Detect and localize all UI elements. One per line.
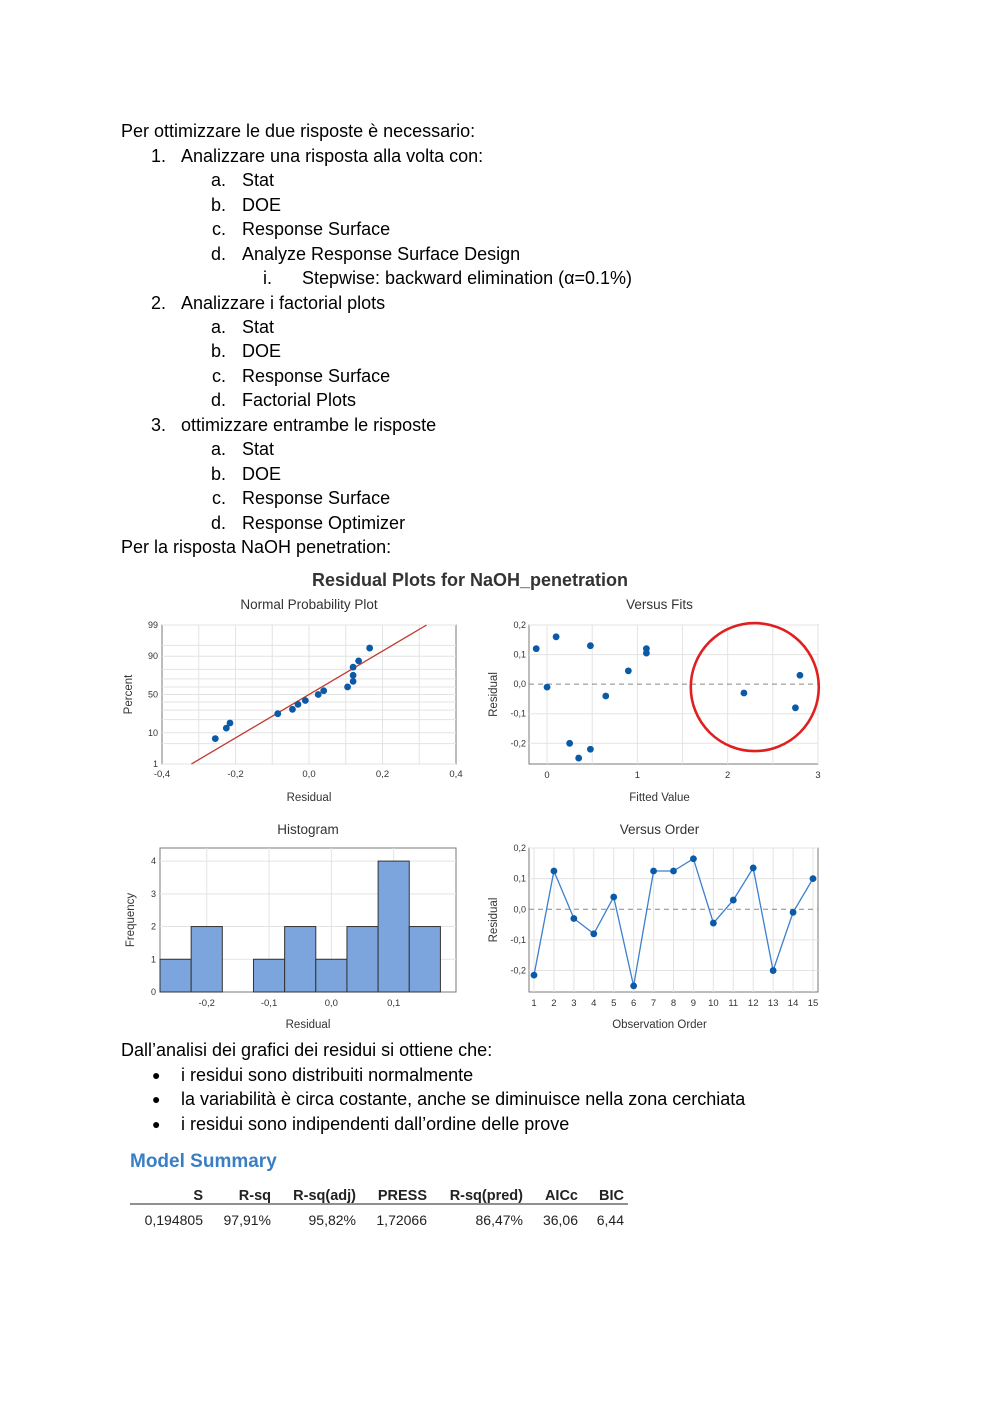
bullet-text: la variabilità è circa costante, anche se diminuisce nella zona cerchiata xyxy=(181,1089,746,1109)
x-tick-label: 2 xyxy=(725,770,731,781)
model-summary-table xyxy=(128,1148,638,1238)
model-summary-svg xyxy=(128,1148,638,1238)
panel-title: Versus Fits xyxy=(626,597,693,612)
x-tick-label: 5 xyxy=(611,998,617,1009)
sub-marker: c. xyxy=(211,219,226,239)
data-point xyxy=(670,868,677,875)
bullet-icon: ● xyxy=(152,1067,161,1083)
table-cell: 95,82% xyxy=(308,1212,356,1228)
step-text: Analizzare una risposta alla volta con: xyxy=(181,146,484,166)
data-point xyxy=(790,909,797,916)
bullet-icon: ● xyxy=(152,1116,161,1132)
table-cell: 97,91% xyxy=(223,1212,271,1228)
y-axis-label: Frequency xyxy=(125,892,137,948)
sub-item: Stat xyxy=(242,439,275,459)
table-cell: 6,44 xyxy=(596,1212,624,1228)
y-tick-label: 4 xyxy=(150,856,156,867)
y-tick-label: 0 xyxy=(150,987,156,997)
y-tick-label: 1 xyxy=(150,954,156,965)
x-tick-label: 0,4 xyxy=(449,769,463,780)
panel-title: Normal Probability Plot xyxy=(240,597,378,612)
y-tick-label: 0,0 xyxy=(513,679,526,690)
data-point xyxy=(690,855,697,862)
histogram-bar xyxy=(253,959,284,992)
sub-marker: a. xyxy=(210,317,226,337)
y-axis-label: Residual xyxy=(488,672,500,717)
data-point xyxy=(741,690,748,697)
data-point xyxy=(551,868,558,875)
sub-item: DOE xyxy=(242,341,282,361)
step-number: 1. xyxy=(150,146,166,166)
data-point xyxy=(730,897,737,904)
bullet-text: i residui sono indipendenti dall’ordine delle prove xyxy=(181,1114,570,1134)
bullet-text: i residui sono distribuiti normalmente xyxy=(181,1065,474,1085)
y-tick-label: 0,2 xyxy=(513,843,526,853)
analysis-intro: Dall’analisi dei grafici dei residui si ottiene che: xyxy=(121,1040,493,1060)
residual-plots-svg xyxy=(120,562,830,1036)
sub-item: Analyze Response Surface Design xyxy=(242,244,521,264)
sub-marker: c. xyxy=(211,366,226,386)
histogram-bar xyxy=(191,927,222,992)
y-tick-label: 50 xyxy=(147,689,158,700)
sub-item: Response Optimizer xyxy=(242,513,406,533)
x-tick-label: 1 xyxy=(634,770,641,781)
x-tick-label: 14 xyxy=(787,998,799,1009)
y-tick-label: 0,1 xyxy=(513,649,526,660)
data-point xyxy=(544,684,551,691)
col-header: R-sq(pred) xyxy=(449,1188,523,1204)
data-point xyxy=(355,657,362,664)
step-number: 2. xyxy=(150,293,166,313)
intro-text: Per ottimizzare le due risposte è necessario: xyxy=(121,121,476,141)
sub-marker: c. xyxy=(211,488,226,508)
panel-title: Histogram xyxy=(277,822,339,837)
y-tick-label: 3 xyxy=(150,888,156,899)
col-header: PRESS xyxy=(377,1188,427,1204)
y-tick-label: 0,1 xyxy=(513,873,526,884)
y-tick-label: 2 xyxy=(150,921,156,932)
step-text: ottimizzare entrambe le risposte xyxy=(181,415,437,435)
data-point xyxy=(575,755,582,762)
x-tick-label: 13 xyxy=(767,998,779,1009)
x-tick-label: 3 xyxy=(571,998,577,1009)
x-tick-label: -0,1 xyxy=(260,998,278,1009)
table-cell: 86,47% xyxy=(475,1212,523,1228)
data-point xyxy=(227,720,234,727)
y-tick-label: 0,0 xyxy=(513,904,526,915)
x-tick-label: 7 xyxy=(650,998,657,1009)
data-point xyxy=(625,667,632,674)
data-point xyxy=(750,865,757,872)
col-header: S xyxy=(193,1188,203,1204)
sub-marker: b. xyxy=(210,464,226,484)
data-point xyxy=(533,645,540,652)
table-cell: 36,06 xyxy=(542,1212,578,1228)
data-point xyxy=(366,645,373,652)
x-tick-label: 0,0 xyxy=(302,769,316,780)
model-summary-title: Model Summary xyxy=(130,1151,277,1172)
y-tick-label: -0,1 xyxy=(510,934,526,945)
x-tick-label: -0,2 xyxy=(198,998,215,1009)
col-header: R-sq(adj) xyxy=(293,1188,356,1204)
bullet-icon: ● xyxy=(152,1091,161,1107)
y-tick-label: -0,2 xyxy=(510,738,526,749)
data-point xyxy=(302,697,309,704)
x-axis-label: Fitted Value xyxy=(629,792,690,804)
histogram-bar xyxy=(285,927,316,992)
data-point xyxy=(650,868,657,875)
x-axis-label: Residual xyxy=(285,1019,331,1031)
x-tick-label: 0,2 xyxy=(375,769,390,780)
sub-item: Stat xyxy=(242,317,275,337)
subsub-marker: i. xyxy=(263,268,272,288)
x-tick-label: -0,4 xyxy=(153,769,171,780)
data-point xyxy=(531,972,538,979)
x-tick-label: 15 xyxy=(807,998,819,1009)
y-tick-label: 10 xyxy=(147,727,158,738)
sub-marker: a. xyxy=(210,170,226,190)
histogram-bar xyxy=(347,927,378,992)
y-tick-label: 0,2 xyxy=(513,620,526,630)
sub-item: Stat xyxy=(242,170,275,190)
data-point xyxy=(350,672,357,679)
sub-item: Response Surface xyxy=(242,488,391,508)
step-text: Analizzare i factorial plots xyxy=(181,293,386,313)
x-tick-label: 8 xyxy=(670,998,677,1009)
y-tick-label: -0,2 xyxy=(510,965,526,976)
subsub-item: Stepwise: backward elimination (α=0.1%) xyxy=(302,268,633,288)
data-point xyxy=(320,687,327,694)
data-point xyxy=(587,746,594,753)
sub-item: Response Surface xyxy=(242,366,391,386)
histogram-bar xyxy=(378,861,409,992)
sub-marker: b. xyxy=(210,341,226,361)
col-header: BIC xyxy=(599,1188,624,1204)
data-point xyxy=(602,693,609,700)
data-point xyxy=(710,920,717,927)
data-point xyxy=(643,650,650,657)
x-axis-label: Observation Order xyxy=(612,1019,707,1031)
data-point xyxy=(315,691,322,698)
data-point xyxy=(212,735,219,742)
data-point xyxy=(344,684,351,691)
data-point xyxy=(350,664,357,671)
x-tick-label: 1 xyxy=(531,998,537,1009)
y-tick-label: 99 xyxy=(147,620,158,630)
data-point xyxy=(350,678,357,685)
data-point xyxy=(274,710,281,717)
table-cell: 0,194805 xyxy=(144,1212,203,1228)
sub-marker: a. xyxy=(210,439,226,459)
col-header: AICc xyxy=(544,1188,578,1204)
y-tick-label: 1 xyxy=(152,759,158,769)
col-header: R-sq xyxy=(238,1188,271,1204)
x-tick-label: 9 xyxy=(690,998,697,1009)
sub-marker: d. xyxy=(210,244,226,264)
data-point xyxy=(590,930,597,937)
x-tick-label: 3 xyxy=(815,770,821,781)
sub-item: DOE xyxy=(242,195,282,215)
sub-item: Factorial Plots xyxy=(242,390,357,410)
data-point xyxy=(587,642,594,649)
sub-item: Response Surface xyxy=(242,219,391,239)
histogram-bar xyxy=(160,959,191,992)
data-point xyxy=(295,701,302,708)
y-tick-label: 90 xyxy=(147,651,158,662)
data-point xyxy=(553,633,560,640)
y-tick-label: -0,1 xyxy=(510,708,526,719)
sub-marker: d. xyxy=(210,390,226,410)
data-point xyxy=(566,740,573,747)
x-tick-label: 10 xyxy=(708,998,719,1009)
x-tick-label: -0,2 xyxy=(227,769,244,780)
x-tick-label: 2 xyxy=(551,998,557,1009)
step-number: 3. xyxy=(150,415,166,435)
y-axis-label: Percent xyxy=(123,674,135,715)
x-tick-label: 4 xyxy=(591,998,597,1009)
data-point xyxy=(797,672,804,679)
y-axis-label: Residual xyxy=(488,897,500,943)
data-point xyxy=(610,894,617,901)
x-tick-label: 0,0 xyxy=(324,998,338,1009)
histogram-bar xyxy=(409,927,440,992)
data-point xyxy=(570,915,577,922)
sub-marker: b. xyxy=(210,195,226,215)
data-point xyxy=(810,875,817,882)
x-tick-label: 11 xyxy=(728,998,739,1009)
data-point xyxy=(770,967,777,974)
x-tick-label: 6 xyxy=(630,998,637,1009)
x-axis-label: Residual xyxy=(286,792,332,804)
sub-marker: d. xyxy=(210,513,226,533)
data-point xyxy=(792,704,799,711)
data-point xyxy=(289,706,296,713)
histogram-bar xyxy=(316,959,347,992)
data-point xyxy=(630,982,637,989)
response-heading: Per la risposta NaOH penetration: xyxy=(121,537,392,557)
sub-item: DOE xyxy=(242,464,282,484)
table-cell: 1,72066 xyxy=(376,1212,427,1228)
figure-title: Residual Plots for NaOH_penetration xyxy=(311,570,629,590)
x-tick-label: 0 xyxy=(544,770,550,781)
residual-plots-figure xyxy=(120,562,830,1036)
x-tick-label: 0,1 xyxy=(387,998,401,1009)
panel-title: Versus Order xyxy=(619,822,700,837)
x-tick-label: 12 xyxy=(747,998,759,1009)
